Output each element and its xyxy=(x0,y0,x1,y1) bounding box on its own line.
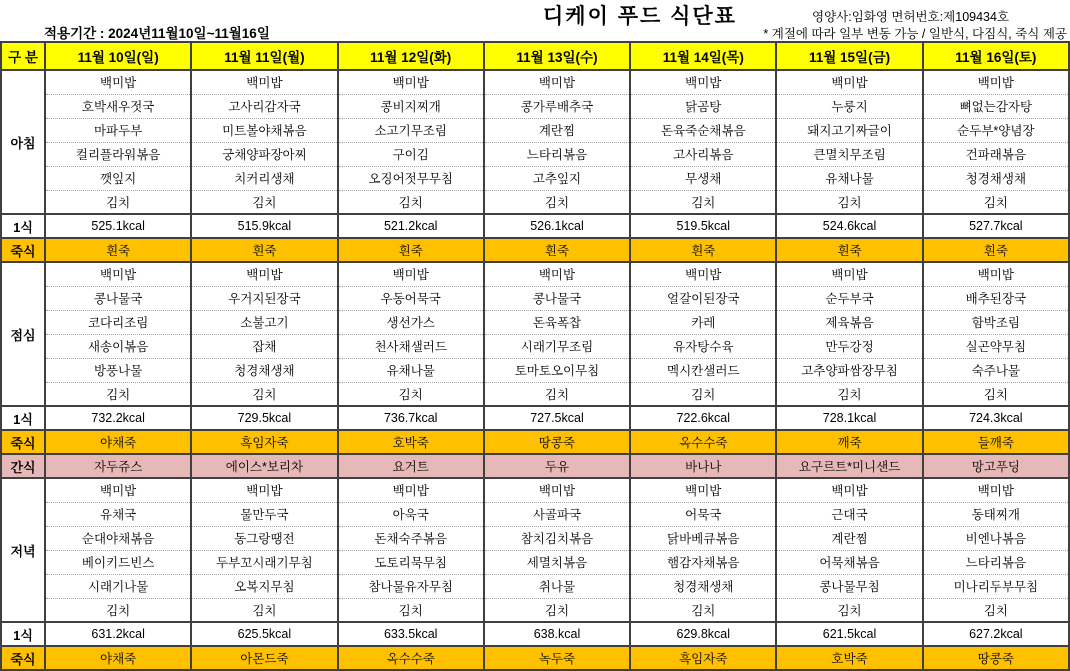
snack-cell: 요거트 xyxy=(338,454,484,478)
menu-item-cell: 백미밥 xyxy=(630,70,776,94)
menu-item-cell: 유채나물 xyxy=(338,358,484,382)
menu-item-cell: 김치 xyxy=(923,382,1069,406)
menu-item-cell: 백미밥 xyxy=(45,478,191,502)
menu-row xyxy=(1,70,1069,94)
date-header-3: 11월 13일(수) xyxy=(484,42,630,70)
porridge-cell: 흰죽 xyxy=(45,238,191,262)
menu-item-cell: 뼈없는감자탕 xyxy=(923,94,1069,118)
kcal-cell: 627.2kcal xyxy=(923,622,1069,646)
date-header-4: 11월 14일(목) xyxy=(630,42,776,70)
application-period-label: 적용기간 : 2024년11월10일~11월16일 xyxy=(44,26,270,41)
menu-row xyxy=(1,262,1069,286)
date-header-2: 11월 12일(화) xyxy=(338,42,484,70)
menu-item-cell: 백미밥 xyxy=(630,262,776,286)
menu-item-cell: 백미밥 xyxy=(923,70,1069,94)
menu-item-cell: 순두부국 xyxy=(776,286,922,310)
menu-row xyxy=(1,382,1069,406)
menu-row xyxy=(1,334,1069,358)
porridge-cell: 야채죽 xyxy=(45,430,191,454)
menu-item-cell: 김치 xyxy=(630,598,776,622)
porridge-cell: 녹두죽 xyxy=(484,646,630,670)
porridge-cell: 옥수수죽 xyxy=(630,430,776,454)
menu-item-cell: 어묵채볶음 xyxy=(776,550,922,574)
menu-item-cell: 오징어젓무무침 xyxy=(338,166,484,190)
menu-item-cell: 근대국 xyxy=(776,502,922,526)
menu-item-cell: 생선가스 xyxy=(338,310,484,334)
menu-item-cell: 김치 xyxy=(484,598,630,622)
kcal-row xyxy=(1,214,1069,238)
date-header-0: 11월 10일(일) xyxy=(45,42,191,70)
porridge-cell: 땅콩죽 xyxy=(923,646,1069,670)
menu-item-cell: 청경채생채 xyxy=(191,358,337,382)
menu-row xyxy=(1,118,1069,142)
menu-item-cell: 김치 xyxy=(45,190,191,214)
menu-item-cell: 고추잎지 xyxy=(484,166,630,190)
menu-item-cell: 시래기나물 xyxy=(45,574,191,598)
menu-item-cell: 사골파국 xyxy=(484,502,630,526)
menu-item-cell: 백미밥 xyxy=(338,262,484,286)
meal-plan-table-body xyxy=(1,42,1069,670)
kcal-cell: 724.3kcal xyxy=(923,406,1069,430)
porridge-cell: 흰죽 xyxy=(776,238,922,262)
kcal-row-label: 1식 xyxy=(1,406,45,430)
meal-plan-table xyxy=(0,41,1070,671)
kcal-cell: 638.kcal xyxy=(484,622,630,646)
kcal-cell: 629.8kcal xyxy=(630,622,776,646)
menu-item-cell: 함박조림 xyxy=(923,310,1069,334)
menu-item-cell: 백미밥 xyxy=(338,70,484,94)
menu-item-cell: 백미밥 xyxy=(923,262,1069,286)
menu-item-cell: 백미밥 xyxy=(776,70,922,94)
date-header-6: 11월 16일(토) xyxy=(923,42,1069,70)
menu-item-cell: 미나리두부무침 xyxy=(923,574,1069,598)
snack-cell: 에이스*보리차 xyxy=(191,454,337,478)
menu-item-cell: 콩나물무침 xyxy=(776,574,922,598)
menu-item-cell: 백미밥 xyxy=(776,262,922,286)
snack-cell: 망고푸딩 xyxy=(923,454,1069,478)
menu-item-cell: 참나물유자무침 xyxy=(338,574,484,598)
menu-item-cell: 청경채생채 xyxy=(923,166,1069,190)
menu-item-cell: 순두부*양념장 xyxy=(923,118,1069,142)
kcal-row xyxy=(1,406,1069,430)
kcal-cell: 732.2kcal xyxy=(45,406,191,430)
menu-item-cell: 구이김 xyxy=(338,142,484,166)
menu-item-cell: 콩나물국 xyxy=(484,286,630,310)
porridge-cell: 흰죽 xyxy=(630,238,776,262)
menu-item-cell: 김치 xyxy=(45,598,191,622)
menu-item-cell: 느타리볶음 xyxy=(923,550,1069,574)
kcal-cell: 728.1kcal xyxy=(776,406,922,430)
meal-section-label: 저녁 xyxy=(1,478,45,622)
menu-item-cell: 비엔나볶음 xyxy=(923,526,1069,550)
menu-item-cell: 김치 xyxy=(338,382,484,406)
porridge-cell: 흰죽 xyxy=(338,238,484,262)
porridge-cell: 흑임자죽 xyxy=(630,646,776,670)
menu-item-cell: 무생채 xyxy=(630,166,776,190)
kcal-cell: 525.1kcal xyxy=(45,214,191,238)
menu-item-cell: 취나물 xyxy=(484,574,630,598)
menu-item-cell: 백미밥 xyxy=(45,70,191,94)
menu-item-cell: 햄감자채볶음 xyxy=(630,550,776,574)
menu-item-cell: 도토리묵무침 xyxy=(338,550,484,574)
menu-item-cell: 김치 xyxy=(776,190,922,214)
date-header-1: 11월 11일(월) xyxy=(191,42,337,70)
seasonal-note-label: * 계절에 따라 일부 변동 가능 / 일반식, 다짐식, 죽식 제공 xyxy=(763,27,1067,41)
menu-item-cell: 김치 xyxy=(923,598,1069,622)
kcal-cell: 515.9kcal xyxy=(191,214,337,238)
menu-item-cell: 잡채 xyxy=(191,334,337,358)
snack-cell: 자두쥬스 xyxy=(45,454,191,478)
menu-row xyxy=(1,526,1069,550)
menu-item-cell: 김치 xyxy=(191,598,337,622)
menu-item-cell: 시래기무조림 xyxy=(484,334,630,358)
page-title: 디케이 푸드 식단표 xyxy=(543,5,737,28)
menu-item-cell: 닭바베큐볶음 xyxy=(630,526,776,550)
menu-row xyxy=(1,550,1069,574)
menu-row xyxy=(1,166,1069,190)
menu-item-cell: 유자탕수육 xyxy=(630,334,776,358)
menu-item-cell: 계란찜 xyxy=(484,118,630,142)
menu-row xyxy=(1,286,1069,310)
date-header-row xyxy=(1,42,1069,70)
menu-item-cell: 백미밥 xyxy=(923,478,1069,502)
menu-item-cell: 김치 xyxy=(338,190,484,214)
menu-item-cell: 참치김치볶음 xyxy=(484,526,630,550)
menu-item-cell: 콩가루배추국 xyxy=(484,94,630,118)
menu-item-cell: 세멸치볶음 xyxy=(484,550,630,574)
kcal-cell: 729.5kcal xyxy=(191,406,337,430)
porridge-cell: 깨죽 xyxy=(776,430,922,454)
menu-item-cell: 김치 xyxy=(484,190,630,214)
menu-item-cell: 어묵국 xyxy=(630,502,776,526)
menu-item-cell: 백미밥 xyxy=(776,478,922,502)
menu-item-cell: 콩비지찌개 xyxy=(338,94,484,118)
kcal-cell: 736.7kcal xyxy=(338,406,484,430)
menu-row xyxy=(1,598,1069,622)
corner-label: 구 분 xyxy=(1,42,45,70)
porridge-row-label: 죽식 xyxy=(1,430,45,454)
menu-item-cell: 김치 xyxy=(776,382,922,406)
kcal-cell: 727.5kcal xyxy=(484,406,630,430)
porridge-cell: 호박죽 xyxy=(776,646,922,670)
menu-item-cell: 큰멸치무조림 xyxy=(776,142,922,166)
menu-item-cell: 백미밥 xyxy=(484,70,630,94)
menu-item-cell: 백미밥 xyxy=(191,70,337,94)
menu-item-cell: 깻잎지 xyxy=(45,166,191,190)
menu-item-cell: 유채국 xyxy=(45,502,191,526)
nutritionist-license-label: 영양사:임화영 면허번호:제109434호 xyxy=(812,10,1010,24)
menu-item-cell: 소고기무조림 xyxy=(338,118,484,142)
snack-cell: 요구르트*미니샌드 xyxy=(776,454,922,478)
menu-item-cell: 돼지고기짜글이 xyxy=(776,118,922,142)
menu-item-cell: 백미밥 xyxy=(484,478,630,502)
kcal-row xyxy=(1,622,1069,646)
menu-item-cell: 천사채샐러드 xyxy=(338,334,484,358)
menu-item-cell: 콩나물국 xyxy=(45,286,191,310)
menu-item-cell: 궁채양파장아찌 xyxy=(191,142,337,166)
menu-item-cell: 김치 xyxy=(338,598,484,622)
porridge-row xyxy=(1,646,1069,670)
porridge-cell: 아몬드죽 xyxy=(191,646,337,670)
porridge-cell: 흑임자죽 xyxy=(191,430,337,454)
menu-item-cell: 돈육폭찹 xyxy=(484,310,630,334)
menu-item-cell: 백미밥 xyxy=(191,478,337,502)
kcal-row-label: 1식 xyxy=(1,622,45,646)
menu-item-cell: 동태찌개 xyxy=(923,502,1069,526)
menu-item-cell: 두부꼬시래기무침 xyxy=(191,550,337,574)
menu-item-cell: 건파래볶음 xyxy=(923,142,1069,166)
kcal-cell: 524.6kcal xyxy=(776,214,922,238)
menu-item-cell: 물만두국 xyxy=(191,502,337,526)
kcal-cell: 722.6kcal xyxy=(630,406,776,430)
meal-section-label: 아침 xyxy=(1,70,45,214)
menu-item-cell: 김치 xyxy=(484,382,630,406)
menu-item-cell: 백미밥 xyxy=(484,262,630,286)
porridge-row-label: 죽식 xyxy=(1,646,45,670)
menu-item-cell: 우거지된장국 xyxy=(191,286,337,310)
menu-item-cell: 김치 xyxy=(191,382,337,406)
menu-item-cell: 닭곰탕 xyxy=(630,94,776,118)
menu-row xyxy=(1,94,1069,118)
menu-row xyxy=(1,358,1069,382)
menu-row xyxy=(1,310,1069,334)
kcal-cell: 625.5kcal xyxy=(191,622,337,646)
menu-item-cell: 백미밥 xyxy=(630,478,776,502)
porridge-cell: 야채죽 xyxy=(45,646,191,670)
menu-item-cell: 베이키드빈스 xyxy=(45,550,191,574)
porridge-cell: 땅콩죽 xyxy=(484,430,630,454)
menu-item-cell: 김치 xyxy=(923,190,1069,214)
menu-item-cell: 순대야채볶음 xyxy=(45,526,191,550)
snack-row-label: 간식 xyxy=(1,454,45,478)
kcal-cell: 527.7kcal xyxy=(923,214,1069,238)
kcal-row-label: 1식 xyxy=(1,214,45,238)
menu-item-cell: 배추된장국 xyxy=(923,286,1069,310)
menu-item-cell: 제육볶음 xyxy=(776,310,922,334)
menu-item-cell: 유채나물 xyxy=(776,166,922,190)
menu-item-cell: 계란찜 xyxy=(776,526,922,550)
page-top-header xyxy=(0,0,1070,41)
menu-item-cell: 청경채생채 xyxy=(630,574,776,598)
menu-row xyxy=(1,142,1069,166)
menu-item-cell: 마파두부 xyxy=(45,118,191,142)
porridge-cell: 흰죽 xyxy=(923,238,1069,262)
menu-item-cell: 돈육죽순채볶음 xyxy=(630,118,776,142)
porridge-cell: 흰죽 xyxy=(484,238,630,262)
menu-row xyxy=(1,574,1069,598)
snack-cell: 바나나 xyxy=(630,454,776,478)
menu-item-cell: 김치 xyxy=(191,190,337,214)
porridge-row-label: 죽식 xyxy=(1,238,45,262)
date-header-5: 11월 15일(금) xyxy=(776,42,922,70)
menu-item-cell: 오복지무침 xyxy=(191,574,337,598)
menu-item-cell: 컬리플라워볶음 xyxy=(45,142,191,166)
menu-item-cell: 토마토오이무침 xyxy=(484,358,630,382)
porridge-cell: 호박죽 xyxy=(338,430,484,454)
menu-item-cell: 방풍나물 xyxy=(45,358,191,382)
menu-item-cell: 코다리조림 xyxy=(45,310,191,334)
menu-item-cell: 느타리볶음 xyxy=(484,142,630,166)
kcal-cell: 519.5kcal xyxy=(630,214,776,238)
porridge-row xyxy=(1,238,1069,262)
porridge-cell: 옥수수죽 xyxy=(338,646,484,670)
menu-item-cell: 얼갈이된장국 xyxy=(630,286,776,310)
menu-row xyxy=(1,478,1069,502)
menu-item-cell: 실곤약무침 xyxy=(923,334,1069,358)
menu-item-cell: 누룽지 xyxy=(776,94,922,118)
snack-row xyxy=(1,454,1069,478)
porridge-row xyxy=(1,430,1069,454)
menu-item-cell: 백미밥 xyxy=(45,262,191,286)
menu-item-cell: 우동어묵국 xyxy=(338,286,484,310)
menu-item-cell: 김치 xyxy=(630,382,776,406)
menu-item-cell: 숙주나물 xyxy=(923,358,1069,382)
kcal-cell: 631.2kcal xyxy=(45,622,191,646)
menu-item-cell: 멕시칸샐러드 xyxy=(630,358,776,382)
menu-item-cell: 소불고기 xyxy=(191,310,337,334)
porridge-cell: 들깨죽 xyxy=(923,430,1069,454)
menu-item-cell: 고사리감자국 xyxy=(191,94,337,118)
menu-item-cell: 아욱국 xyxy=(338,502,484,526)
kcal-cell: 521.2kcal xyxy=(338,214,484,238)
menu-item-cell: 동그랑땡전 xyxy=(191,526,337,550)
menu-item-cell: 고추양파쌈장무침 xyxy=(776,358,922,382)
menu-item-cell: 치커리생채 xyxy=(191,166,337,190)
menu-item-cell: 백미밥 xyxy=(191,262,337,286)
porridge-cell: 흰죽 xyxy=(191,238,337,262)
menu-item-cell: 백미밥 xyxy=(338,478,484,502)
menu-item-cell: 호박새우젓국 xyxy=(45,94,191,118)
menu-row xyxy=(1,190,1069,214)
menu-item-cell: 새송이볶음 xyxy=(45,334,191,358)
menu-item-cell: 돈채숙주볶음 xyxy=(338,526,484,550)
snack-cell: 두유 xyxy=(484,454,630,478)
menu-item-cell: 미트볼야채볶음 xyxy=(191,118,337,142)
menu-item-cell: 김치 xyxy=(45,382,191,406)
kcal-cell: 633.5kcal xyxy=(338,622,484,646)
menu-item-cell: 고사리볶음 xyxy=(630,142,776,166)
meal-section-label: 점심 xyxy=(1,262,45,406)
kcal-cell: 621.5kcal xyxy=(776,622,922,646)
kcal-cell: 526.1kcal xyxy=(484,214,630,238)
menu-item-cell: 김치 xyxy=(776,598,922,622)
menu-item-cell: 만두강정 xyxy=(776,334,922,358)
menu-item-cell: 카레 xyxy=(630,310,776,334)
menu-row xyxy=(1,502,1069,526)
menu-item-cell: 김치 xyxy=(630,190,776,214)
